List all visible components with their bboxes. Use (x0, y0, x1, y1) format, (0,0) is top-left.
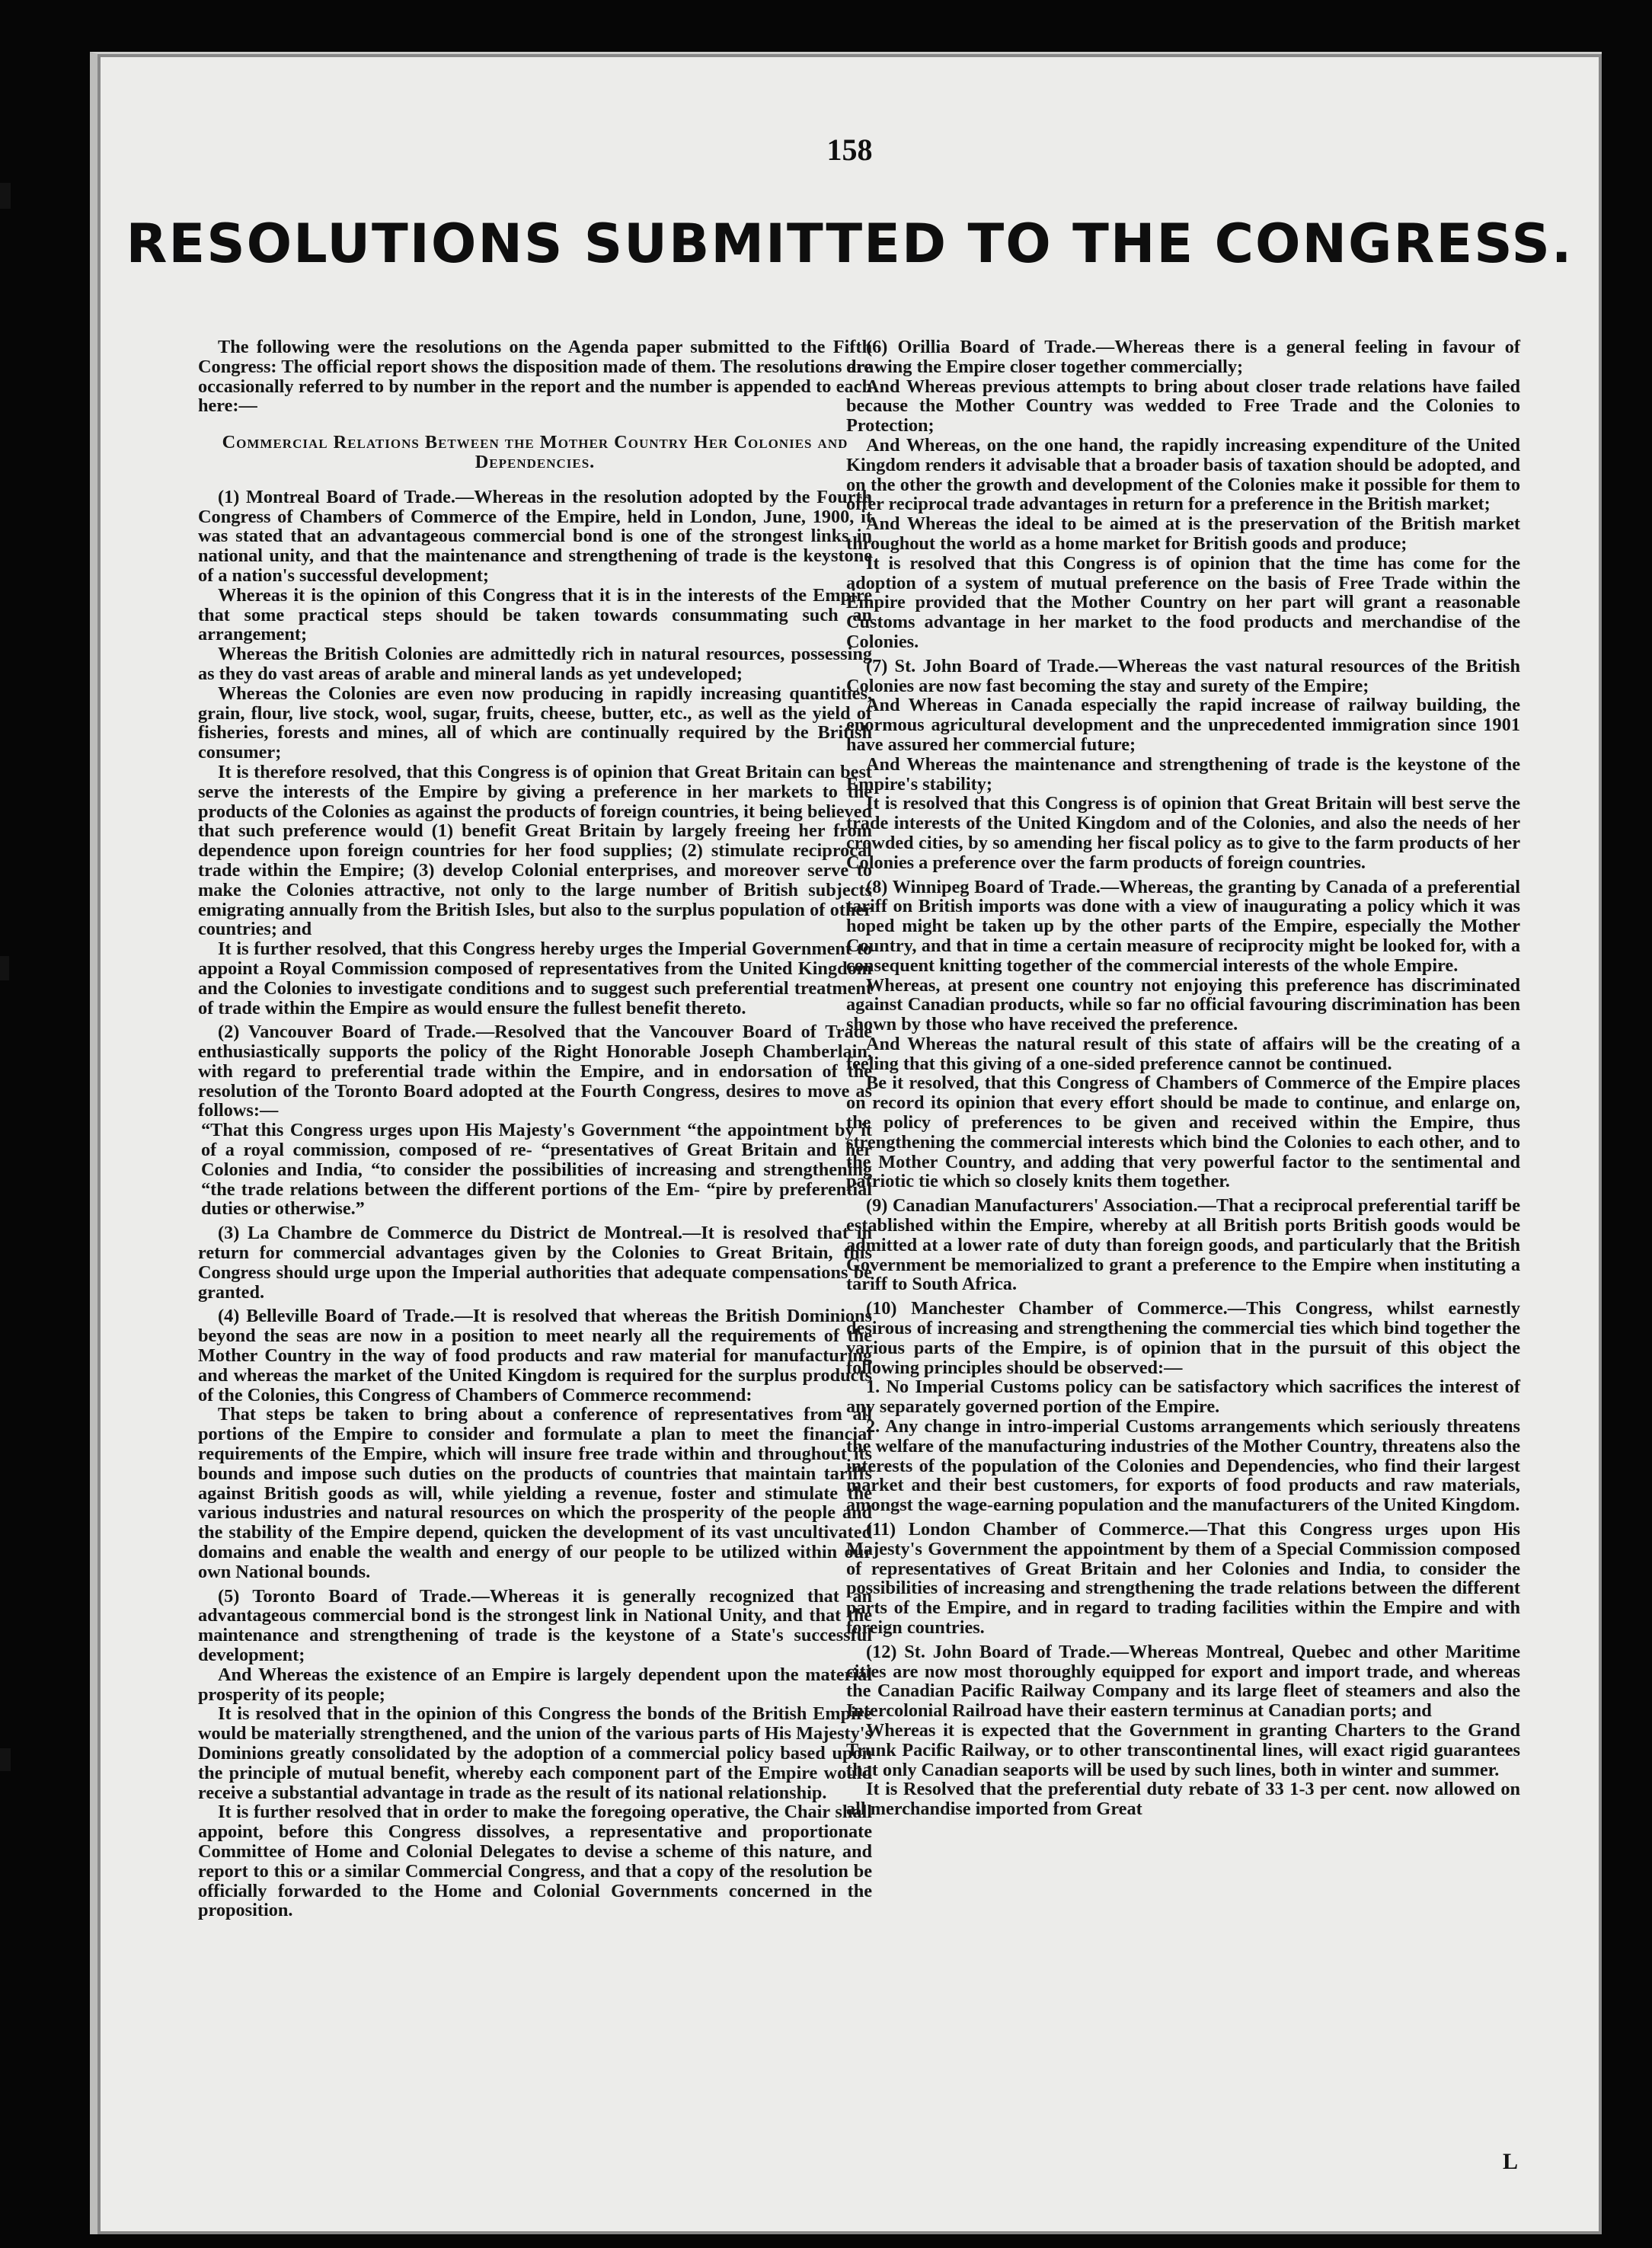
resolution-paragraph: (6) Orillia Board of Trade.—Whereas there is a general feeling in favour of drawing the Empire closer together commercially; (846, 337, 1520, 377)
resolution-paragraph: (7) St. John Board of Trade.—Whereas the vast natural resources of the British Colonies are now fast becoming the stay and surety of the Empire; (846, 655, 1520, 696)
resolution-paragraph: And Whereas the maintenance and strengthening of trade is the keystone of the Empire's stability; (846, 753, 1520, 795)
resolution-paragraph: The following were the resolutions on the Agenda paper submitted to the Fifth Congress: The official report shows the disposition made of them. The resolutions are occasionally referred to by number in the report and the number is appended to each here:— (198, 337, 872, 417)
resolution-paragraph: It is resolved that this Congress is of opinion that the time has come for the adoption of a system of mutual preference on the basis of Free Trade within the Empire provided that the Mother Country on her part will grant a reasonable Customs advantage in her market to the food products and merchandise of the Colonies. (846, 552, 1520, 652)
resolution-paragraph: Whereas the Colonies are even now producing in rapidly increasing quantities, grain, flour, live stock, wool, sugar, fruits, cheese, butter, etc., as well as the yield of fisheries, forests and mines, all of which are continually required by the British consumer; (198, 683, 872, 763)
resolution-paragraph: And Whereas the existence of an Empire is largely dependent upon the material prosperity of its people; (198, 1664, 872, 1705)
resolution-paragraph: (3) La Chambre de Commerce du District de Montreal.—It is resolved that in return for commercial advantages given by the Colonies to Great Britain, this Congress should urge upon the Imperial authorities that adequate compensations be granted. (198, 1223, 872, 1303)
left-column (198, 337, 872, 1920)
right-column (846, 337, 1520, 1819)
document-page (90, 52, 1602, 2234)
resolution-paragraph: It is further resolved that in order to make the foregoing operative, the Chair shall appoint, before this Congress dissolves, a representative and proportionate Committee of Home and Colonial Delegates to devise a scheme of this nature, and report to this or a similar Commercial Congress, and that a copy of the resolution be officially forwarded to the Home and Colonial Governments concerned in the proposition. (198, 1802, 872, 1921)
resolution-paragraph: (9) Canadian Manufacturers' Association.—That a reciprocal preferential tariff be established within the Empire, whereby at all British ports British goods would be admitted at a lower rate of duty than foreign goods, and particularly that the British Government be memorialized to grant a preference to the Empire when instituting a tariff to South Africa. (846, 1195, 1520, 1295)
resolution-paragraph: And Whereas previous attempts to bring about closer trade relations have failed because the Mother Country was wedded to Free Trade and the Colonies to Protection; (846, 376, 1520, 436)
resolution-paragraph: (11) London Chamber of Commerce.—That this Congress urges upon His Majesty's Government the appointment by them of a Special Commission composed of representatives of Great Britain and her Colonies and India, to consider the possibilities of increasing and strengthening the trade relations between the different parts of the Empire, and in regard to trading facilities within the Empire and with foreign countries. (846, 1519, 1520, 1638)
resolution-paragraph: (10) Manchester Chamber of Commerce.—This Congress, whilst earnestly desirous of increasing and strengthening the commercial ties which bind together the various parts of the Empire, is of opinion that in the pursuit of this object the following principles should be observed:— (846, 1298, 1520, 1378)
edge-mark-lower (0, 1748, 11, 1771)
resolution-paragraph: Be it resolved, that this Congress of Chambers of Commerce of the Empire places on record its opinion that every effort should be made to continue, and enlarge on, the policy of preferences to be given and received within the Empire, thus strengthening the commercial interests which bind the Colonies to each other, and to the Mother Country, and adding that very powerful factor to the sentimental and patriotic tie which so closely knits them together. (846, 1073, 1520, 1192)
resolution-paragraph: That steps be taken to bring about a conference of representatives from all portions of the Empire to consider and formulate a plan to meet the financial requirements of the Empire, which will insure free trade within and throughout its bounds and impose such duties on the products of countries that maintain tariffs against British goods as will, while yielding a revenue, foster and stimulate the various industries and natural resources on which the prosperity of the people and the stability of the Empire depend, quicken the development of its vast uncultivated domains and enable the wealth and energy of our people to be utilized within our own National bounds. (198, 1404, 872, 1582)
resolution-paragraph: It is resolved that in the opinion of this Congress the bonds of the British Empire would be materially strengthened, and the union of the various parts of His Majesty's Dominions greatly consolidated by the adoption of a commercial policy based upon the principle of mutual benefit, whereby each component part of the Empire would receive a substantial advantage in trade as the result of its national relationship. (198, 1703, 872, 1803)
resolution-paragraph: (1) Montreal Board of Trade.—Whereas in the resolution adopted by the Fourth Congress of Chambers of Commerce of the Empire, held in London, June, 1900, it was stated that an advantageous commercial bond is one of the strongest links in national unity, and that the maintenance and strengthening of trade is the keystone of a nation's successful development; (198, 486, 872, 586)
resolution-paragraph: “That this Congress urges upon His Majesty's Government “the appointment by it of a royal commission, composed of re- “presentatives of Great Britain and her Colonies and India, “to consider the possibilities of increasing and strengthening “the trade relations between the different portions of the Em- “pire by preferential duties or otherwise.” (201, 1120, 872, 1220)
resolution-paragraph: And Whereas the natural result of this state of affairs will be the creating of a feeling that this giving of a one-sided preference cannot be continued. (846, 1033, 1520, 1074)
resolution-paragraph: (4) Belleville Board of Trade.—It is resolved that whereas the British Dominions beyond the seas are now in a position to meet nearly all the requirements of the Mother Country in the way of food products and raw material for manufacturing and whereas the market of the United Kingdom is required for the surplus products of the Colonies, this Congress of Chambers of Commerce recommend: (198, 1306, 872, 1405)
resolution-paragraph: (5) Toronto Board of Trade.—Whereas it is generally recognized that an advantageous commercial bond is the strongest link in National Unity, and that the maintenance and strengthening of trade is the keystone of a State's successful development; (198, 1585, 872, 1665)
resolution-paragraph: (8) Winnipeg Board of Trade.—Whereas, the granting by Canada of a preferential tariff on British imports was done with a view of inaugurating a policy which it was hoped might be taken up by the other parts of the Empire, especially the Mother Country, and that in time a certain measure of reciprocity might be looked for, with a consequent knitting together of the commercial interests of the whole Empire. (846, 876, 1520, 976)
resolution-paragraph: It is further resolved, that this Congress hereby urges the Imperial Government to appoint a Royal Commission composed of representatives from the United Kingdom and the Colonies to investigate conditions and to suggest such preferential treatment of trade within the Empire as would ensure the fullest benefit thereto. (198, 939, 872, 1018)
resolution-paragraph: And Whereas in Canada especially the rapid increase of railway building, the enormous agricultural development and the unprecedented immigration since 1901 have assured her commercial future; (846, 695, 1520, 755)
page-number: 158 (826, 133, 873, 167)
resolution-paragraph: 2. Any change in intro-imperial Customs arrangements which seriously threatens the welfare of the manufacturing industries of the Mother Country, threatens also the interests of the population of the Colonies and Dependencies, who find their largest market and their best customers, for exports of food products and raw materials, amongst the wage-earning population and the manufacturers of the United Kingdom. (846, 1416, 1520, 1516)
resolution-paragraph: Whereas the British Colonies are admittedly rich in natural resources, possessing as they do vast areas of arable and mineral lands as yet undeveloped; (198, 644, 872, 684)
corner-mark: L (1502, 2149, 1518, 2174)
resolution-paragraph: (12) St. John Board of Trade.—Whereas Montreal, Quebec and other Maritime cities are now most thoroughly equipped for export and import trade, and whereas the Canadian Pacific Railway Company and its large fleet of steamers and also the Intercolonial Railroad have their eastern terminus at Canadian ports; and (846, 1641, 1520, 1722)
resolution-paragraph: And Whereas, on the one hand, the rapidly increasing expenditure of the United Kingdom renders it advisable that a broader basis of taxation should be adopted, and on the other the growth and development of the Colonies make it possible for them to offer reciprocal trade advantages in return for a preference in the British market; (846, 434, 1520, 515)
edge-mark-middle (0, 956, 9, 980)
resolution-paragraph: It is therefore resolved, that this Congress is of opinion that Great Britain can best serve the interests of the Empire by giving a preference in her markets to the products of the Colonies as against the products of foreign countries, it being believed that such preference would (1) benefit Great Britain by largely freeing her from dependence upon foreign countries for her food supplies; (2) stimulate reciprocal trade within the Empire; (3) develop Colonial enterprises, and moreover serve to make the Colonies attractive, not only to the large number of British subjects emigrating annually from the British Isles, but also to the surplus population of other countries; and (198, 761, 872, 940)
page-title: RESOLUTIONS SUBMITTED TO THE CONGRESS. (126, 213, 1574, 275)
edge-mark-top (0, 183, 11, 209)
resolution-paragraph: It is Resolved that the preferential duty rebate of 33 1-3 per cent. now allowed on all merchandise imported from Great (846, 1779, 1520, 1820)
resolution-paragraph: Whereas it is the opinion of this Congress that it is in the interests of the Empire that some practical steps should be taken towards consummating such an arrangement; (198, 584, 872, 645)
resolution-paragraph: It is resolved that this Congress is of opinion that Great Britain will best serve the trade interests of the United Kingdom and of the Colonies, and also the needs of her crowded cities, by so amending her fiscal policy as to give to the farm products of her Colonies a preference over the farm products of foreign countries. (846, 793, 1520, 873)
section-heading: Commercial Relations Between the Mother Country Her Colonies and Dependencies. (222, 432, 848, 472)
resolution-paragraph: Whereas it is expected that the Government in granting Charters to the Grand Trunk Pacific Railway, or to other transcontinental lines, will exact rigid guarantees that only Canadian seaports will be used by such lines, both in winter and summer. (846, 1719, 1520, 1780)
resolution-paragraph: Whereas, at present one country not enjoying this preference has discriminated against Canadian products, while so far no official favouring discrimination has been shown by those who have received the preference. (846, 974, 1520, 1035)
resolution-paragraph: 1. No Imperial Customs policy can be satisfactory which sacrifices the interest of any separately governed portion of the Empire. (846, 1377, 1520, 1418)
resolution-paragraph: And Whereas the ideal to be aimed at is the preservation of the British market throughout the world as a home market for British goods and produce; (846, 513, 1520, 554)
resolution-paragraph: (2) Vancouver Board of Trade.—Resolved that the Vancouver Board of Trade enthusiastically supports the policy of the Right Honorable Joseph Chamberlain, with regard to preferential trade within the Empire, and in endorsation of the resolution of the Toronto Board adopted at the Fourth Congress, desires to move as follows:— (198, 1022, 872, 1121)
